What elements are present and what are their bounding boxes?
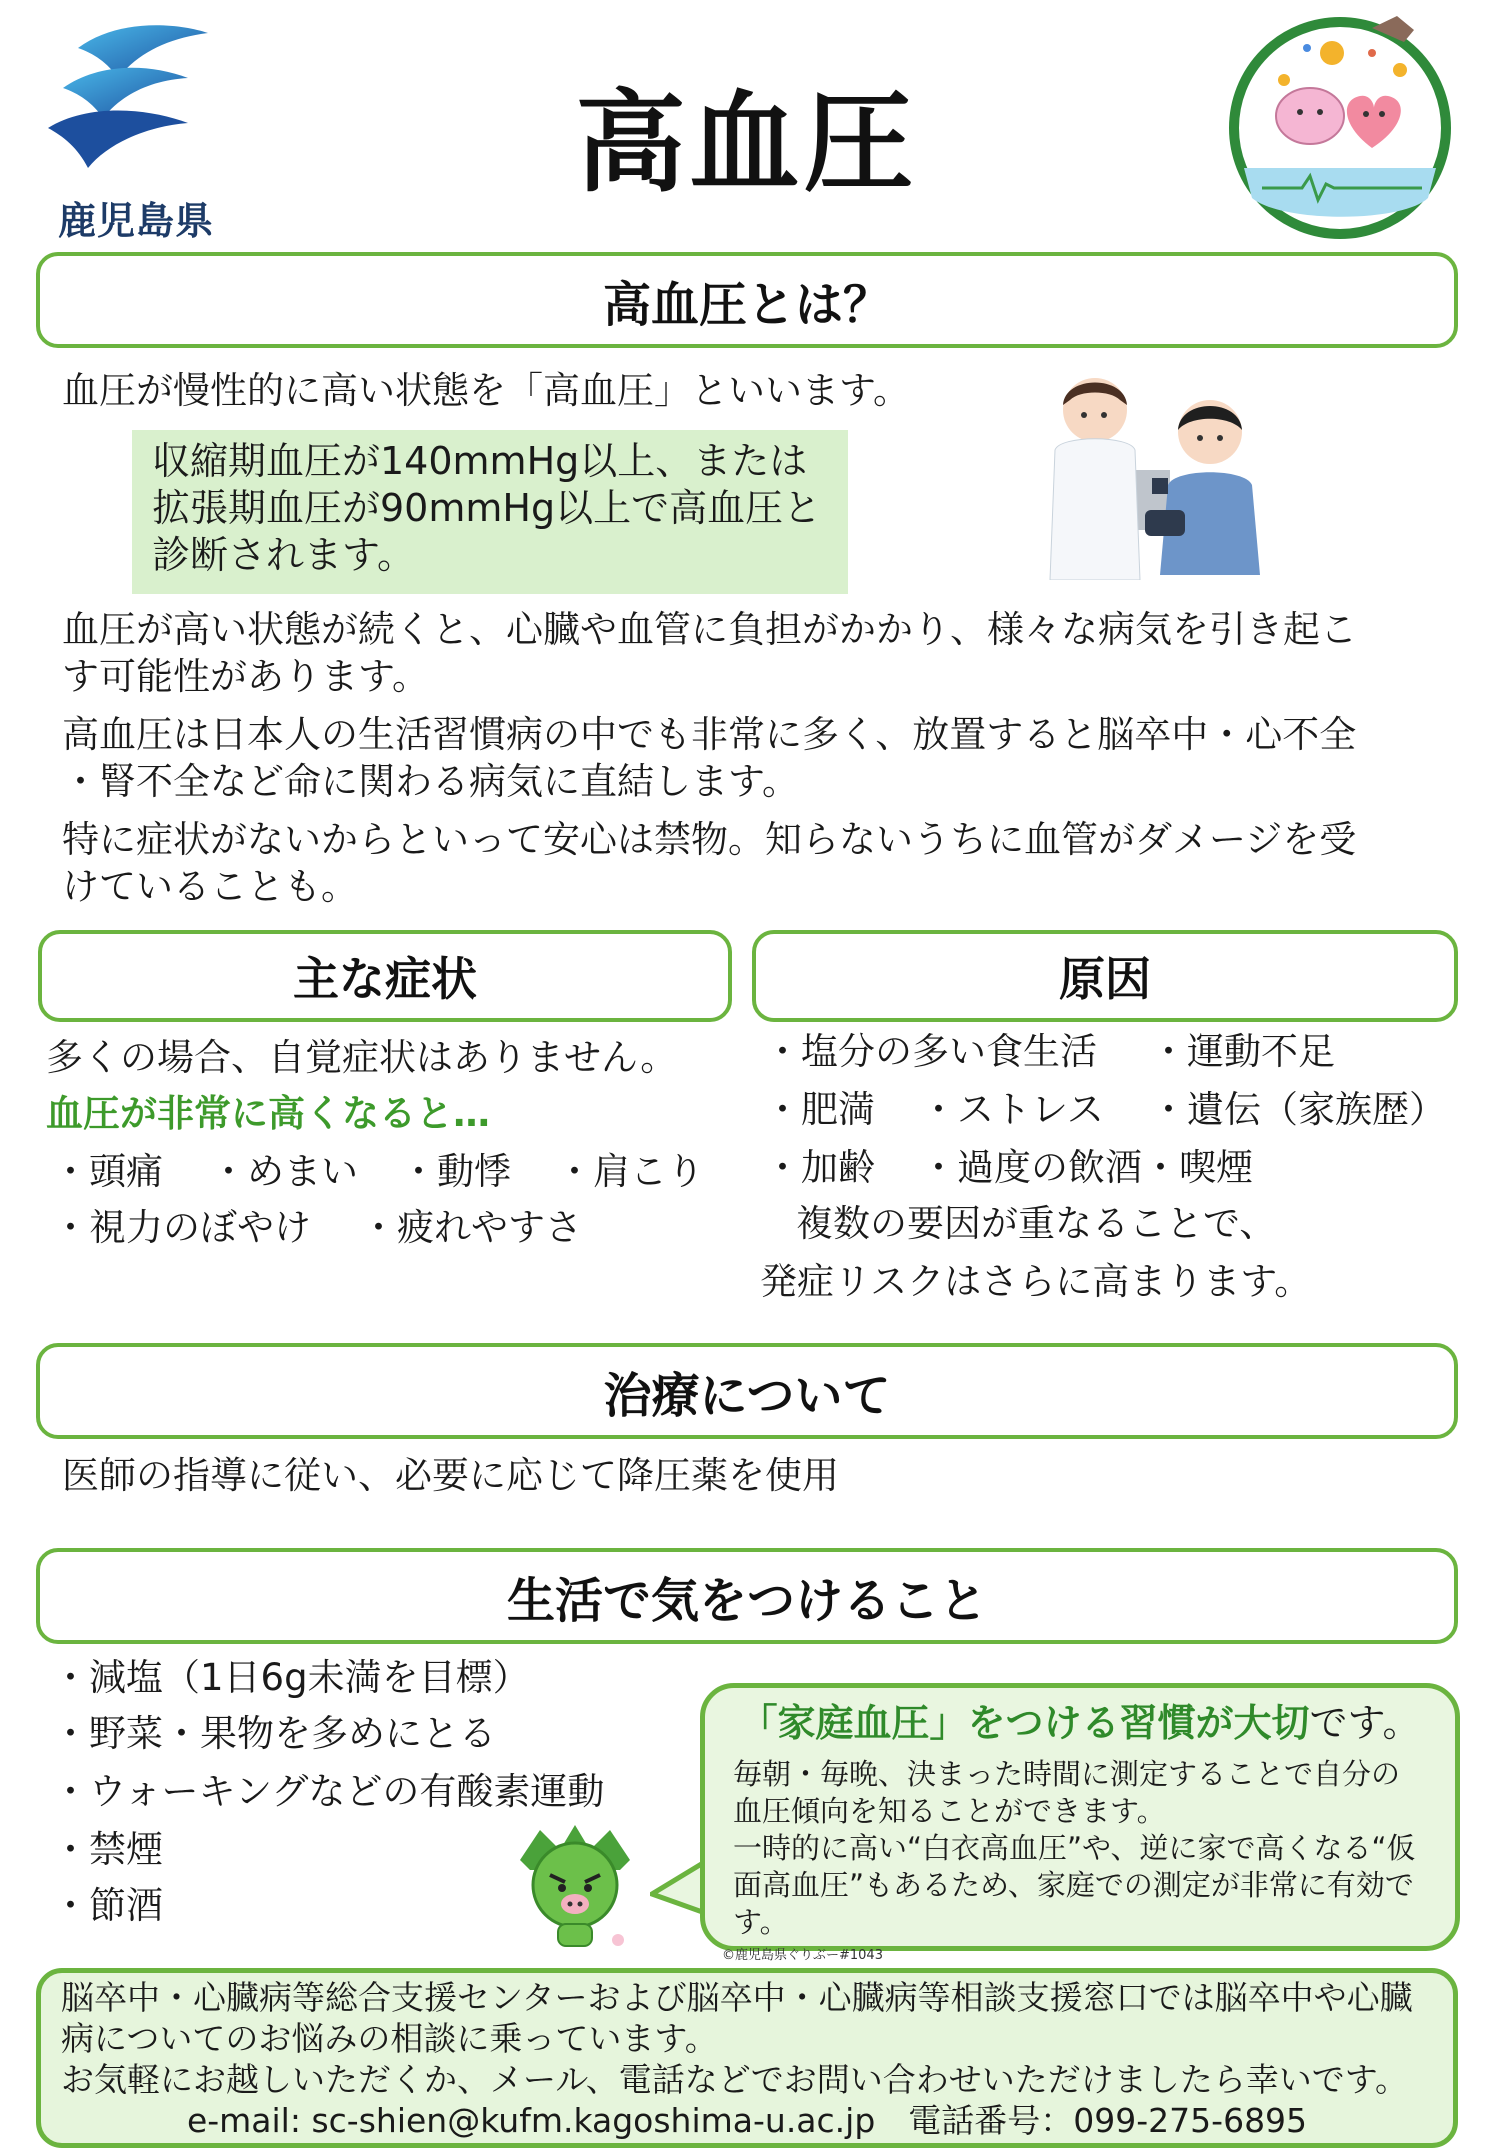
cause-item: ・運動不足 (1150, 1030, 1335, 1073)
paragraph-line: ・腎不全など命に関わる病気に直結します。 (62, 760, 800, 803)
footer-contact: e-mail: sc-shien@kufm.kagoshima-u.ac.jp 電話番号：099-275-6895 (186, 2101, 1308, 2140)
cause-item: ・過度の飲酒・喫煙 (920, 1146, 1253, 1189)
cause-item: ・遺伝（家族歴） (1150, 1088, 1446, 1131)
lifestyle-item: ・減塩（1日6g未満を目標） (52, 1656, 530, 1699)
symptom-item: ・疲れやすさ (360, 1206, 582, 1249)
paragraph-line: 血圧が高い状態が続くと、心臓や血管に負担がかかり、様々な病気を引き起こ (62, 608, 1357, 651)
mascot-illustration (500, 1820, 650, 1955)
callout-title-highlight: 「家庭血圧」をつける習慣が大切 (739, 1701, 1310, 1745)
home-bp-callout (700, 1683, 1460, 1951)
logo-text: 鹿児島県 (58, 199, 215, 243)
cause-note: 複数の要因が重なることで、 (796, 1202, 1277, 1245)
callout-title-suffix: です。 (1309, 1701, 1421, 1745)
callout-line: 血圧傾向を知ることができます。 (733, 1794, 1166, 1828)
cause-item: ・ストレス (920, 1088, 1104, 1131)
callout-line: 毎朝・毎晩、決まった時間に測定することで自分の (733, 1757, 1401, 1791)
about-paragraph-3 (62, 816, 1442, 910)
about-intro: 血圧が慢性的に高い状態を「高血圧」といいます。 (62, 369, 911, 412)
symptom-item: ・視力のぼやけ (52, 1206, 311, 1249)
nurse-patient-icon (1040, 360, 1270, 580)
definition-box (132, 430, 848, 594)
heart-brain-illustration-icon (1222, 8, 1462, 248)
page-title: 高血圧 (575, 79, 918, 207)
footer-line: 脳卒中・心臓病等総合支援センターおよび脳卒中・心臓病等相談支援窓口では脳卒中や心臓 (61, 1978, 1413, 2017)
callout-line: 一時的に高い“白衣高血圧”や、逆に家で高くなる“仮 (733, 1831, 1416, 1865)
cause-note: 発症リスクはさらに高まります。 (760, 1260, 1312, 1303)
about-paragraph-2 (62, 711, 1442, 805)
callout-line: す。 (733, 1905, 789, 1939)
cause-item: ・加齢 (764, 1146, 875, 1189)
definition-line: 収縮期血圧が140mmHg以上、または (152, 439, 808, 483)
section-heading-treatment: 治療について (36, 1343, 1458, 1439)
section-heading-symptoms: 主な症状 (38, 930, 732, 1022)
section-heading-lifestyle: 生活で気をつけること (36, 1548, 1458, 1644)
paragraph-line: 高血圧は日本人の生活習慣病の中でも非常に多く、放置すると脳卒中・心不全 (62, 713, 1357, 756)
definition-line: 拡張期血圧が90mmHg以上で高血圧と (152, 486, 822, 530)
lifestyle-item: ・ウォーキングなどの有酸素運動 (52, 1770, 605, 1813)
footer-line: お気軽にお越しいただくか、メール、電話などでお問い合わせいただけましたら幸いです。 (61, 2060, 1409, 2099)
callout-body (733, 1756, 1427, 1941)
callout-line: 面高血圧”もあるため、家庭での測定が非常に有効で (733, 1868, 1414, 1902)
treatment-text: 医師の指導に従い、必要に応じて降圧薬を使用 (62, 1454, 839, 1497)
callout-title (733, 1698, 1427, 1748)
symptoms-intro: 多くの場合、自覚症状はありません。 (46, 1036, 678, 1079)
symptom-item: ・めまい (210, 1150, 358, 1193)
about-paragraph-1 (62, 606, 1442, 700)
symptom-item: ・動悸 (400, 1150, 511, 1193)
symptom-item: ・頭痛 (52, 1150, 163, 1193)
paragraph-line: す可能性があります。 (62, 655, 430, 698)
definition-line: 診断されます。 (152, 533, 415, 577)
lifestyle-item: ・節酒 (52, 1884, 163, 1927)
mascot-credit: ©鹿児島県ぐりぶー#1043 (722, 1948, 883, 1963)
section-heading-about: 高血圧とは？ (36, 252, 1458, 348)
paragraph-line: 特に症状がないからといって安心は禁物。知らないうちに血管がダメージを受 (62, 818, 1357, 861)
footer-line: 病についてのお悩みの相談に乗っています。 (61, 2019, 718, 2058)
section-heading-causes: 原因 (752, 930, 1458, 1022)
support-center-footer (36, 1968, 1458, 2148)
symptom-item: ・肩こり (556, 1150, 704, 1193)
heart-brain-badge (1222, 8, 1462, 248)
cause-item: ・塩分の多い食生活 (764, 1030, 1097, 1073)
cause-item: ・肥満 (764, 1088, 875, 1131)
paragraph-line: けていることも。 (62, 865, 358, 908)
boar-mascot-icon (500, 1820, 650, 1955)
nurse-blood-pressure-illustration (1040, 360, 1270, 580)
lifestyle-item: ・野菜・果物を多めにとる (52, 1712, 496, 1755)
lifestyle-item: ・禁煙 (52, 1828, 163, 1871)
symptoms-highlight: 血圧が非常に高くなると… (46, 1092, 490, 1135)
